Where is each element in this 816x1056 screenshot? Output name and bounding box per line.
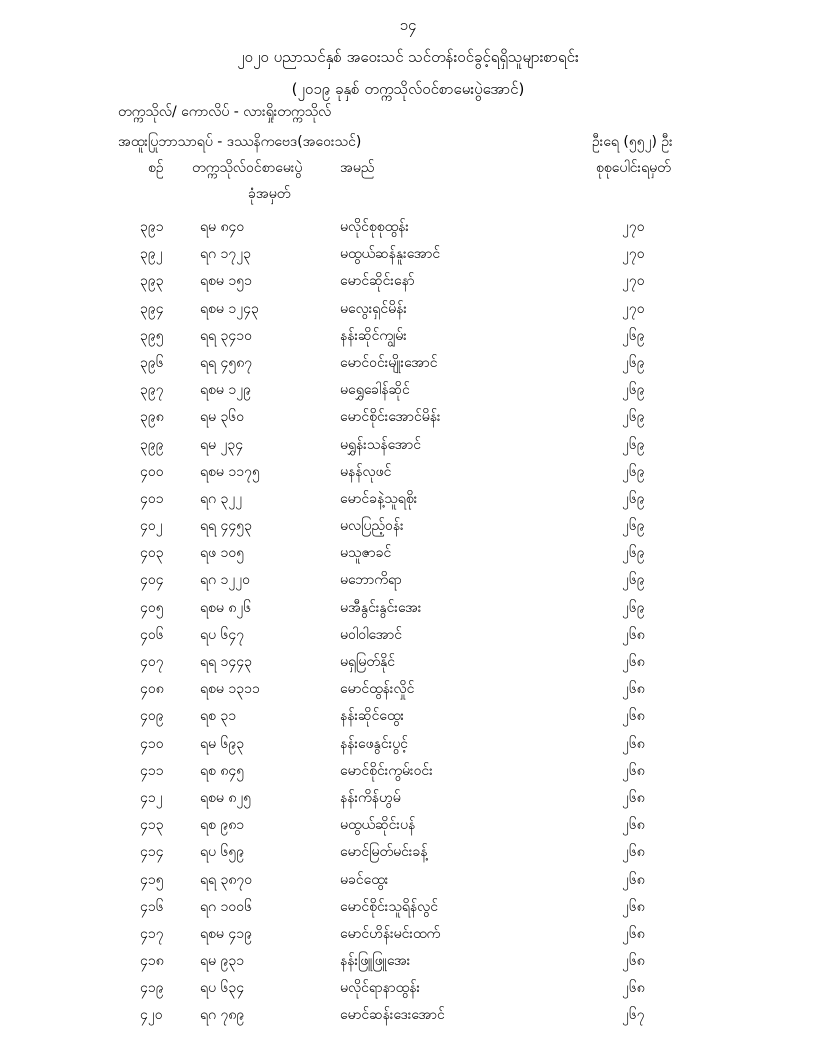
total-marks: ၂၆၈ [622,925,645,942]
document-subtitle: (၂၀၁၉ ခုနှစ် တက္ကသိုလ်ဝင်စာမေးပွဲအောင်) [291,80,525,98]
row-number: ၃၉၉ [140,436,164,453]
student-name: မလပြည့်ဝန်း [340,518,404,535]
student-name: မလိုင်စုစုထွန်း [340,219,409,235]
list-item [0,921,816,948]
total-marks: ၂၆၈ [622,789,645,806]
roll-number: ရပ ၆၅၉ [200,844,245,861]
list-item [0,676,816,703]
list-item [0,649,816,676]
student-name: နန်းဆိုင်ကျွမ်း [340,327,407,344]
total-marks: ၂၆၉ [622,382,645,399]
list-item [0,622,816,649]
roll-number: ရစမ ၄၁၉ [200,925,252,942]
row-number: ၃၉၆ [140,354,164,371]
row-number: ၄၂၀ [140,1007,163,1024]
column-header-roll-line2: ခုံအမှတ် [248,186,291,202]
row-number: ၃၉၁ [140,219,164,235]
roll-number: ရစမ ၁၃၁၁ [200,681,260,698]
total-marks: ၂၆၈ [622,681,645,698]
roll-number: ရပ ၆၃၄ [200,980,245,997]
roll-number: ရဂ ၁၂၂၀ [200,572,250,589]
student-name: မောင်ထွန်းလှိုင် [340,681,415,698]
roll-number: ရရ ၃၄၁၀ [200,327,253,344]
student-name: မအီနွင်းနွင်းအေး [340,599,422,616]
roll-number: ရဂ ၇၈၉ [200,1007,245,1024]
roll-number: ရစမ ၁၅၁ [200,273,252,290]
list-item [0,867,816,894]
total-marks: ၂၇၀ [622,219,645,235]
roll-number: ရရ ၃၈၇၀ [200,871,253,888]
list-item [0,839,816,866]
list-item [0,540,816,567]
roll-number: ရရ ၄၅၈၇ [200,354,253,371]
document-title: ၂၀၂၀ ပညာသင်နှစ် အဝေးသင် သင်တန်းဝင်ခွင့်ရရှိသူများစာရင်း [237,48,579,66]
list-item [0,758,816,785]
student-name: မောင်ဆိုင်းနော် [340,273,415,290]
row-number: ၃၉၅ [140,327,164,344]
list-item [0,214,816,241]
student-name: မရွှန်းသန်အောင် [340,436,422,453]
row-number: ၄၁၄ [140,844,164,861]
total-marks: ၂၆၇ [622,1007,645,1024]
list-item [0,731,816,758]
total-marks: ၂၇၀ [622,300,645,317]
row-number: ၄၀၄ [140,572,164,589]
total-count: ဦးရေ (၅၅၂) ဦး [592,134,673,150]
total-marks: ၂၆၉ [622,409,645,426]
roll-number: ရစမ ၈၂၆ [200,599,252,616]
total-marks: ၂၆၈ [622,708,645,725]
student-name: မောင်စိုင်းအောင်မိန်း [340,409,441,426]
roll-number: ရမ ၉၃၁ [200,953,245,970]
column-header-no: စဉ် [148,160,164,176]
roll-number: ရရ ၄၄၅၃ [200,518,253,535]
row-number: ၃၉၈ [140,409,164,426]
row-number: ၃၉၄ [140,300,164,317]
total-marks: ၂၆၈ [622,735,645,752]
column-header-roll: တက္ကသိုလ်ဝင်စာမေးပွဲ [192,160,303,176]
total-marks: ၂၆၈ [622,980,645,997]
list-item [0,268,816,295]
student-name: မရွှေခေါန်ဆိုင် [340,382,410,399]
student-name: နန်းကိန်ဟွမ် [340,789,401,806]
list-item [0,595,816,622]
roll-number: ရစမ ၁၂၄၃ [200,300,259,317]
row-number: ၄၀၇ [140,654,164,670]
student-name: မလွေးရှင်မိန်း [340,300,407,317]
student-name: မလိုင်ရာနာထွန်း [340,980,421,997]
row-number: ၃၉၂ [140,246,163,263]
row-number: ၄၁၉ [140,980,164,997]
total-marks: ၂၆၉ [622,490,645,507]
row-number: ၄၁၁ [140,762,164,779]
list-item [0,459,816,486]
student-name: နန်းဆိုင်ထွေး [340,708,405,725]
student-name: နန်းဖေနွင်းပွင့် [340,735,408,752]
total-marks: ၂၆၉ [622,518,645,535]
roll-number: ရစ ၈၄၅ [200,762,245,779]
row-number: ၄၁၃ [140,817,164,834]
row-number: ၄၀၂ [140,518,163,535]
student-name: မောင်စိုင်းသူရိန်လွင် [340,898,439,915]
list-item [0,486,816,513]
student-name: မခင်ထွေး [340,871,389,888]
row-number: ၄၁၇ [140,925,164,942]
roll-number: ရဂ ၃၂၂ [200,490,243,507]
student-name: မဝါဝါအောင် [340,626,402,643]
student-name: မောင်ဝင်းမျိုးအောင် [340,354,438,371]
list-item [0,894,816,921]
total-marks: ၂၆၈ [622,654,645,670]
row-number: ၄၀၈ [140,681,164,698]
student-list [0,214,816,1030]
student-name: မောင်မြတ်မင်းခန့် [340,844,428,861]
roll-number: ရမ ၈၄၀ [200,219,245,235]
roll-number: ရမ ၃၆၀ [200,409,245,426]
list-item [0,377,816,404]
list-item [0,975,816,1002]
roll-number: ရပ ၆၄၇ [200,626,245,643]
roll-number: ရစ ၉၈၁ [200,817,245,834]
roll-number: ရစမ ၁၁၇၅ [200,463,260,480]
total-marks: ၂၆၈ [622,762,645,779]
total-marks: ၂၆၉ [622,572,645,589]
university-line: တက္ကသိုလ်/ ကောလိပ် - လားရှိုးတက္ကသိုလ် [118,104,332,120]
row-number: ၄၀၉ [140,708,164,725]
list-item [0,296,816,323]
roll-number: ရစမ ၈၂၅ [200,789,252,806]
list-item [0,323,816,350]
list-item [0,432,816,459]
student-name: မောင်ဆန်းဒေးအောင် [340,1007,445,1024]
total-marks: ၂၆၉ [622,599,645,616]
list-item [0,404,816,431]
row-number: ၄၁၈ [140,953,164,970]
student-name: မောင်စိုင်းကွမ်းဝင်း [340,762,433,779]
student-name: မနန်လုဖင် [340,463,392,480]
row-number: ၄၁၂ [140,789,163,806]
roll-number: ရဖ ၁၀၅ [200,545,245,562]
row-number: ၄၀၅ [140,599,164,616]
column-header-name: အမည် [340,160,375,176]
list-item [0,785,816,812]
student-name: မထွယ်ဆန်နူးအောင် [340,246,441,263]
row-number: ၄၁၀ [140,735,164,752]
total-marks: ၂၇၀ [622,273,645,290]
list-item [0,812,816,839]
total-marks: ၂၆၈ [622,844,645,861]
student-name: မသူဇာခင် [340,545,392,562]
roll-number: ရမ ၆၉၃ [200,735,245,752]
student-name: နန်းဖြူဖြူအေး [340,953,411,970]
list-item [0,1002,816,1029]
total-marks: ၂၆၈ [622,817,645,834]
student-name: မထွယ်ဆိုင်းပန် [340,817,416,834]
total-marks: ၂၆၈ [622,626,645,643]
total-marks: ၂၆၈ [622,953,645,970]
list-item [0,350,816,377]
row-number: ၄၀၃ [140,545,164,562]
list-item [0,948,816,975]
page-number: ၁၄ [399,16,417,34]
subject-line: အထူးပြုဘာသာရပ် - ဒဿနိကဗေဒ(အဝေးသင်) [118,134,362,150]
list-item [0,241,816,268]
total-marks: ၂၆၉ [622,436,645,453]
roll-number: ရရ ၁၄၄၃ [200,654,253,670]
row-number: ၄၀၁ [140,490,164,507]
row-number: ၃၉၇ [140,382,164,399]
student-name: မောင်ခနဲ့သူရစိုး [340,490,418,507]
row-number: ၄၁၆ [140,898,164,915]
row-number: ၄၁၅ [140,871,164,888]
row-number: ၄၀၀ [140,463,164,480]
roll-number: ရစ ၃၁ [200,708,237,725]
roll-number: ရစမ ၁၂၉ [200,382,251,399]
list-item [0,703,816,730]
total-marks: ၂၇၀ [622,246,645,263]
total-marks: ၂၆၈ [622,898,645,915]
list-item [0,513,816,540]
student-name: မရှမြတ်နိုင် [340,654,396,670]
roll-number: ရမ ၂၃၄ [200,436,244,453]
total-marks: ၂၆၉ [622,463,645,480]
roll-number: ရဂ ၁၇၂၃ [200,246,251,263]
column-header-marks: စုစုပေါင်းရမှတ် [596,160,671,176]
student-name: မောင်ဟိန်းမင်းထက် [340,925,441,942]
row-number: ၃၉၃ [140,273,164,290]
total-marks: ၂၆၈ [622,871,645,888]
total-marks: ၂၆၉ [622,327,645,344]
list-item [0,567,816,594]
total-marks: ၂၆၉ [622,545,645,562]
total-marks: ၂၆၉ [622,354,645,371]
student-name: မဘောကိရာ [340,572,402,589]
roll-number: ရဂ ၁၀၀၆ [200,898,252,915]
row-number: ၄၀၆ [140,626,164,643]
